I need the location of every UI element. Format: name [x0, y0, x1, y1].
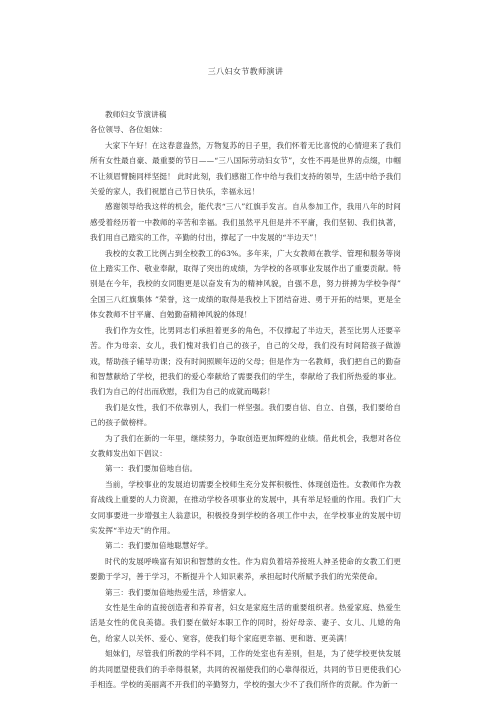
document-body [90, 107, 401, 692]
paragraph: 第一：我们要加倍地自信。 [105, 464, 198, 474]
paragraph: 女性是生命的直接创造者和养育者，妇女是家庭生活的重要组织者。热爱家庭、热爱生活是女性的优良美德。我们要在做好本职工作的同时，扮好母亲、妻子、女儿、儿媳的角色，给家人以关怀、爱心、宽容，使我们每个家庭更幸福、更和谐、更美满！ [90, 603, 401, 643]
paragraph: 第二：我们要加倍地聪慧好学。 [105, 541, 213, 551]
paragraph: 教师妇女节演讲稿 [105, 110, 167, 119]
paragraph: 为了我们在新的一年里，继续努力，争取创造更加辉煌的业绩。借此机会，我想对各位女教师发出如下倡议： [90, 433, 401, 458]
paragraph: 姐妹们，尽管我们所教的学科不同，工作的处室也有差别，但是，为了使学校更快发展的共同愿望使我们的手牵得很紧，共同的祝福使我们的心靠得很近，共同的节日更使我们心手相连。学校的美丽离不开我们的辛勤努力，学校的强大少不了我们所作的贡献。作为新一 [90, 649, 401, 690]
paragraph: 感谢领导给我这样的机会，能代表“三八”红旗手发言。自从参加工作，我用八年的时间感受着经历着一中教师的辛苦和幸福。我们虽然平凡但是并不平庸，我们坚韧、我们执著，我们用自己踏实的工作，辛勤的付出，撑起了一中发展的“半边天”！ [90, 202, 401, 243]
paragraph: 我校的女教工比例占到全校教工的63%。多年来，广大女教师在教学、管理和服务等岗位上踏实工作、敬业奉献，取得了突出的成绩，为学校的各项事业发展作出了重要贡献。特别是在今年，我校的女同胞更是以奋发有为的精神风貌，自强不息，努力拼搏为学校争得” 全国三八红旗集体 ”荣誉，这一成绩的取得是我校上下团结奋进、勇于开拓的结果，更是全体女教师不甘平庸、自勉勤奋精神风貌的体现！ [90, 248, 401, 320]
paragraph: 大家下午好！在这春意盎然，万物复苏的日子里，我们怀着无比喜悦的心情迎来了我们所有女性最自豪、最重要的节日——“三八国际劳动妇女节”，女性不再是世界的点缀，巾帼不让须眉臂腕同样坚挺！ 此时此刻，我们感谢工作中给与我们支持的领导，生活中给予我们关爱的家人，我们祝愿自己节日快乐，幸福永远！ [90, 140, 401, 197]
paragraph: 时代的发展呼唤富有知识和智慧的女性。作为肩负着培养接班人神圣使命的女教工们更要勤于学习，善于学习，不断提升个人知识素养，承担起时代所赋予我们的光荣使命。 [90, 556, 401, 582]
paragraph: 我们作为女性，比男同志们承担着更多的角色，不仅撑起了半边天，甚至比男人还要辛苦。作为母亲、女儿，我们愧对我们自己的孩子，自己的父母，我们没有时间陪孩子做游戏，帮助孩子辅导功课；没有时间照顾年迈的父母；但是作为一名教师，我们把自己的勤奋和智慧献给了学校，把我们的爱心奉献给了需要我们的学生，奉献给了我们所热爱的事业。我们为自己的付出而欣慰，我们为自己的成就而喝彩！ [90, 325, 401, 397]
document-title: 三八妇女节教师演讲 [207, 67, 284, 76]
paragraph: 我们是女性，我们不依靠别人，我们一样坚强。我们要自信、自立、自强，我们要给自己的孩子做榜样。 [90, 402, 401, 428]
paragraph: 第三：我们要加倍地热爱生活，珍惜家人。 [105, 587, 252, 597]
paragraph: 各位领导、各位姐妹： [90, 125, 167, 135]
paragraph: 当前，学校事业的发展迫切需要全校师生充分发挥积极性、体现创造性。女教师作为教育战线上重要的人力资源，在推动学校各项事业的发展中，具有举足轻重的作用。我们广大女同事要进一步增强主人翁意识，积极投身到学校的各项工作中去，在学校事业的发展中切实发挥“半边天”的作用。 [90, 479, 401, 535]
